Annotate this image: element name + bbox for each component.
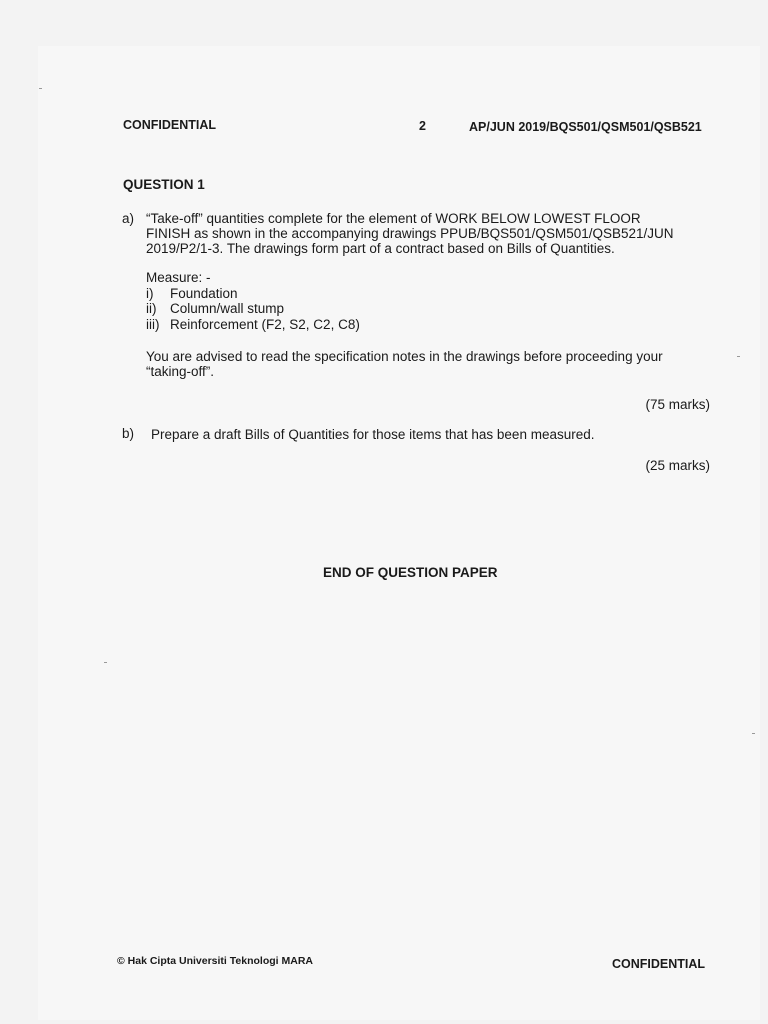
part-a-line-3: 2019/P2/1-3. The drawings form part of a contract based on Bills of Quantities. bbox=[146, 241, 615, 256]
item-2-text: Column/wall stump bbox=[170, 301, 285, 316]
end-of-paper-text: END OF QUESTION PAPER bbox=[323, 565, 498, 580]
scan-speck bbox=[39, 88, 42, 89]
advice-line-2: “taking-off”. bbox=[146, 364, 215, 379]
part-a-label: a) bbox=[122, 211, 135, 226]
paper-code: AP/JUN 2019/BQS501/QSM501/QSB521 bbox=[469, 120, 702, 134]
item-2-number: ii) bbox=[146, 301, 157, 316]
item-1-number: i) bbox=[146, 286, 154, 301]
part-a-line-2: FINISH as shown in the accompanying drawings PPUB/BQS501/QSM501/QSB521/JUN bbox=[146, 226, 674, 241]
item-3-text: Reinforcement (F2, S2, C2, C8) bbox=[170, 317, 360, 332]
page-number: 2 bbox=[419, 119, 426, 133]
part-a-line-1: “Take-off” quantities complete for the element of WORK BELOW LOWEST FLOOR bbox=[146, 211, 641, 226]
exam-page bbox=[38, 46, 760, 1020]
part-b-text: Prepare a draft Bills of Quantities for those items that has been measured. bbox=[151, 427, 595, 442]
measure-label: Measure: - bbox=[146, 270, 211, 285]
footer-confidential: CONFIDENTIAL bbox=[612, 957, 706, 971]
scan-speck bbox=[104, 662, 107, 663]
part-b-label: b) bbox=[122, 426, 135, 441]
question-title: QUESTION 1 bbox=[123, 177, 205, 192]
advice-line-1: You are advised to read the specification notes in the drawings before proceeding your bbox=[146, 349, 663, 364]
header-confidential: CONFIDENTIAL bbox=[123, 118, 217, 132]
scan-speck bbox=[752, 733, 755, 734]
item-1-text: Foundation bbox=[170, 286, 238, 301]
item-3-number: iii) bbox=[146, 317, 160, 332]
scan-speck bbox=[737, 356, 740, 357]
part-a-marks: (75 marks) bbox=[645, 397, 710, 412]
copyright-notice: © Hak Cipta Universiti Teknologi MARA bbox=[117, 955, 313, 967]
part-b-marks: (25 marks) bbox=[645, 458, 710, 473]
